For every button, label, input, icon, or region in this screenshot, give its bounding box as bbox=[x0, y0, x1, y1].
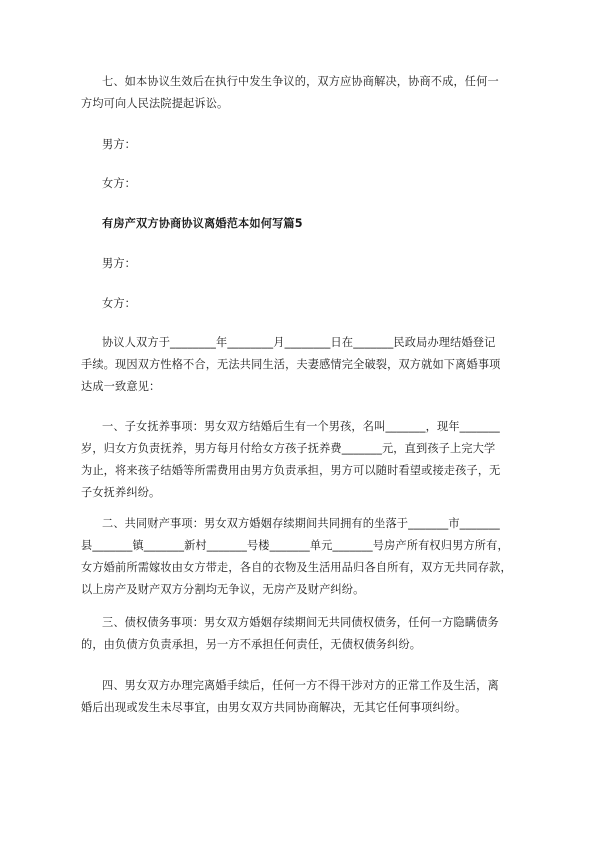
paragraph-line: 的，由负债方负责承担，另一方不承担任何责任，无债权债务纠纷。 bbox=[81, 638, 422, 651]
clause-7-paragraph bbox=[81, 71, 521, 115]
paragraph-line: 女方婚前所需嫁妆由女方带走，各自的衣物及生活用品归各自所有，双方无共同存款， bbox=[81, 561, 512, 574]
intro-paragraph bbox=[81, 332, 521, 398]
paragraph-line: 达成一致意见： bbox=[81, 380, 161, 393]
paragraph-line: 女方： bbox=[102, 297, 137, 310]
party-man bbox=[81, 253, 521, 275]
paragraph-line: 手续。现因双方性格不合，无法共同生活，夫妻感情完全破裂，双方就如下离婚事项 bbox=[81, 358, 501, 371]
paragraph-line: 岁，归女方负责抚养，男方每月付给女方孩子抚养费_______元，直到孩子上完大学 bbox=[81, 442, 496, 455]
paragraph-line: 一、子女抚养事项：男女双方结婚后生有一个男孩，名叫_______，现年_______ bbox=[102, 420, 500, 433]
signature-woman bbox=[81, 173, 521, 195]
paragraph-line: 男方： bbox=[102, 138, 137, 151]
paragraph-line: 女方： bbox=[102, 177, 137, 190]
paragraph-line: 男方： bbox=[102, 257, 137, 270]
section-heading bbox=[81, 213, 521, 235]
clause-2-paragraph bbox=[81, 513, 521, 601]
paragraph-line: 县_______镇_______新村_______号楼_______单元_______号房产所有权归男方所有， bbox=[81, 539, 509, 552]
heading-text: 有房产双方协商协议离婚范本如何写篇5 bbox=[102, 217, 303, 230]
paragraph-line: 协议人双方于________年________月________日在_______民政局办理结婚登记 bbox=[102, 336, 496, 349]
paragraph-line: 为止，将来孩子结婚等所需费用由男方负责承担，男方可以随时看望或接走孩子，无 bbox=[81, 464, 501, 477]
paragraph-line: 婚后出现或发生未尽事宜，由男女双方共同协商解决，无其它任何事项纠纷。 bbox=[81, 701, 467, 714]
signature-man bbox=[81, 134, 521, 156]
paragraph-line: 七、如本协议生效后在执行中发生争议的，双方应协商解决，协商不成，任何一 bbox=[102, 75, 499, 88]
clause-1-paragraph bbox=[81, 416, 521, 504]
paragraph-line: 二、共同财产事项：男女双方婚姻存续期间共同拥有的坐落于_______市_______ bbox=[102, 517, 500, 530]
paragraph-line: 子女抚养纠纷。 bbox=[81, 486, 161, 499]
clause-3-paragraph bbox=[81, 612, 521, 656]
paragraph-line: 三、债权债务事项：男女双方婚姻存续期间无共同债权债务，任何一方隐瞒债务 bbox=[102, 616, 499, 629]
paragraph-line: 四、男女双方办理完离婚手续后，任何一方不得干涉对方的正常工作及生活，离 bbox=[102, 679, 499, 692]
party-woman bbox=[81, 293, 521, 315]
paragraph-line: 以上房产及财产双方分割均无争议，无房产及财产纠纷。 bbox=[81, 583, 365, 596]
paragraph-line: 方均可向人民法院提起诉讼。 bbox=[81, 97, 229, 110]
clause-4-paragraph bbox=[81, 675, 521, 719]
